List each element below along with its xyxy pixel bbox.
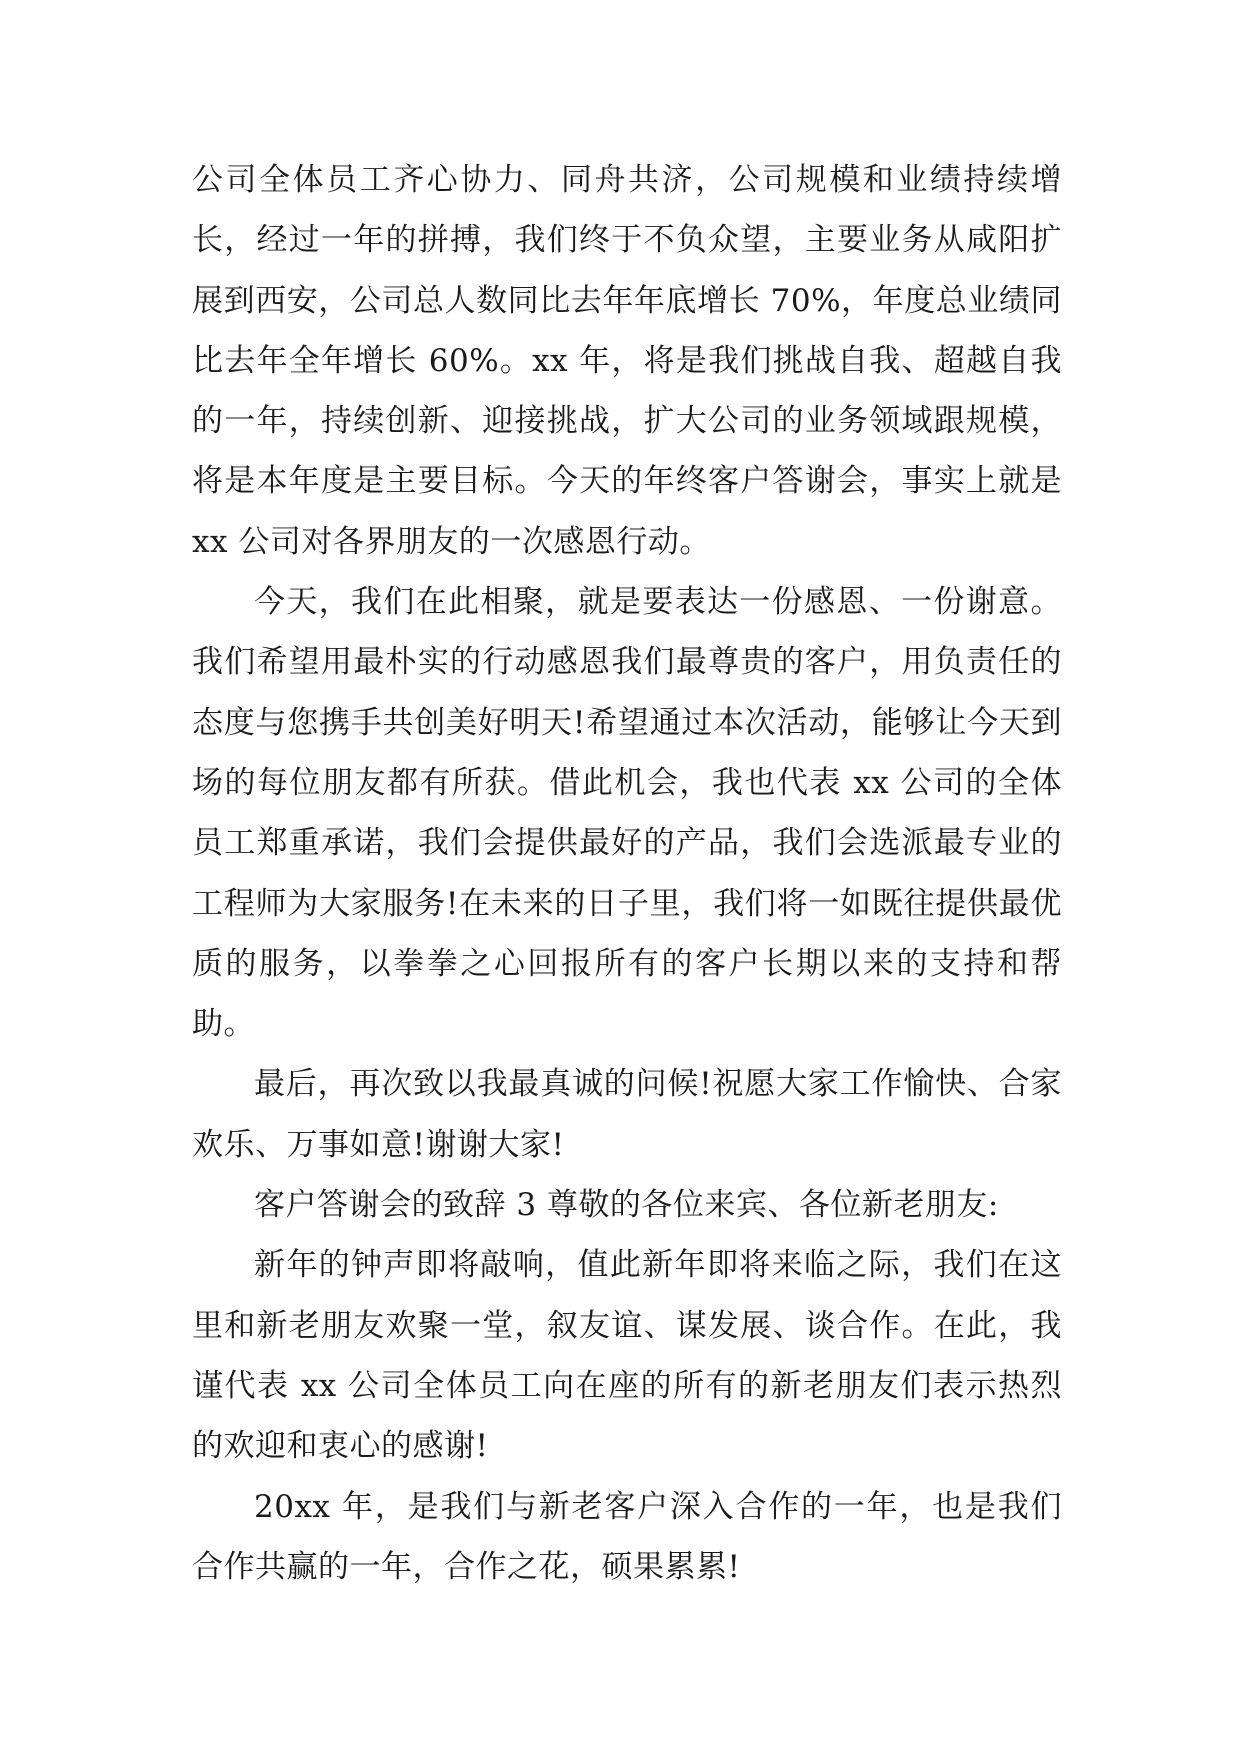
paragraph-cooperation: 20xx 年，是我们与新老客户深入合作的一年，也是我们合作共赢的一年，合作之花，硕果累累! bbox=[192, 1488, 1062, 1585]
paragraph-gratitude: 今天，我们在此相聚，就是要表达一份感恩、一份谢意。我们希望用最朴实的行动感恩我们最尊贵的客户，用负责任的态度与您携手共创美好明天!希望通过本次活动，能够让今天到场的每位朋友都有所获。借此机会，我也代表 xx 公司的全体员工郑重承诺，我们会提供最好的产品，我们会选派最专业的工程师为大家服务!在未来的日子里，我们将一如既往提供最优质的服务，以拳拳之心回报所有的客户长期以来的支持和帮助。 bbox=[192, 584, 1062, 1043]
paragraph-company-growth: 公司全体员工齐心协力、同舟共济，公司规模和业绩持续增长，经过一年的拼搏，我们终于不负众望，主要业务从咸阳扩展到西安，公司总人数同比去年年底增长 70%，年度总业绩同比去年全年增长 60%。xx 年，将是我们挑战自我、超越自我的一年，持续创新、迎接挑战，扩大公司的业务领域跟规模，将是本年度是主要目标。今天的年终客户答谢会，事实上就是 xx 公司对各界朋友的一次感恩行动。 bbox=[192, 162, 1062, 560]
paragraph-closing-wishes: 最后，再次致以我最真诚的问候!祝愿大家工作愉快、合家欢乐、万事如意!谢谢大家! bbox=[192, 1066, 1062, 1163]
paragraph-speech-3-heading: 客户答谢会的致辞 3 尊敬的各位来宾、各位新老朋友: bbox=[254, 1187, 999, 1224]
paragraph-new-year-welcome: 新年的钟声即将敲响，值此新年即将来临之际，我们在这里和新老朋友欢聚一堂，叙友谊、谋发展、谈合作。在此，我谨代表 xx 公司全体员工向在座的所有的新老朋友们表示热烈的欢迎和衷心的感谢! bbox=[192, 1247, 1062, 1465]
document-body bbox=[192, 150, 1062, 1597]
